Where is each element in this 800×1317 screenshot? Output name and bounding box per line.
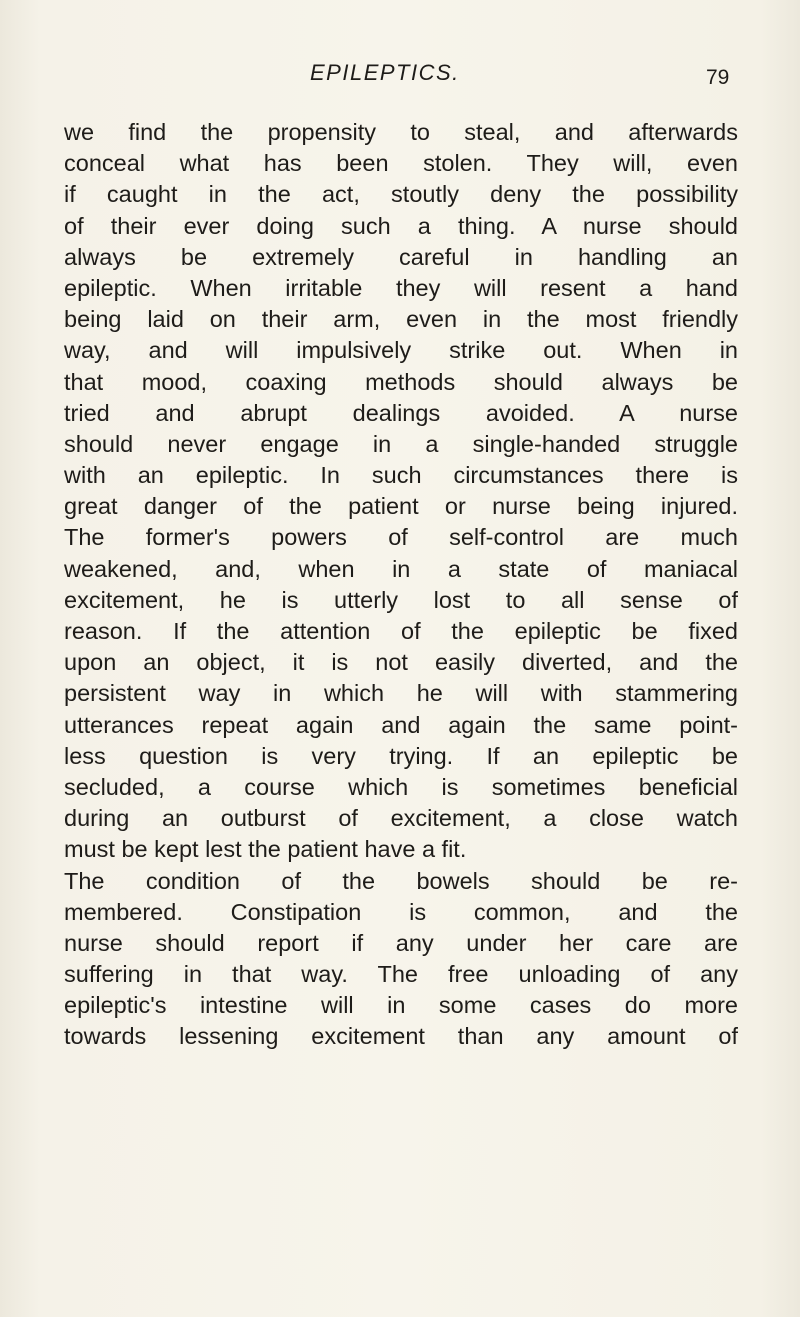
text-line: excitement, he is utterly lost to all sense of [64,586,738,613]
text-line: The former's powers of self-control are much [64,524,738,551]
text-line: persistent way in which he will with stammering [64,680,738,707]
body-text [64,117,738,1053]
text-line: epileptic. When irritable they will resent a hand [64,274,738,301]
text-line: less question is very trying. If an epileptic be [64,742,738,769]
text-line: of their ever doing such a thing. A nurse should [64,212,738,239]
text-line: weakened, and, when in a state of maniacal [64,555,738,582]
text-line: reason. If the attention of the epileptic be fixed [64,618,738,644]
text-line: upon an object, it is not easily diverted, and the [64,649,738,676]
text-line: great danger of the patient or nurse being injured. [64,493,738,520]
text-line: if caught in the act, stoutly deny the possibility [64,181,738,208]
text-line: being laid on their arm, even in the most friendly [64,306,738,333]
text-line: tried and abrupt dealings avoided. A nurse [64,399,738,426]
text-line: membered. Constipation is common, and the [64,898,738,925]
text-line: The condition of the bowels should be re- [64,867,738,894]
text-line: conceal what has been stolen. They will, even [64,150,738,177]
text-line: should never engage in a single-handed struggle [64,430,738,457]
text-line: must be kept lest the patient have a fit. [64,836,467,863]
text-line: nurse should report if any under her care are [64,929,738,956]
page-number: 79 [706,66,730,89]
text-line: utterances repeat again and again the same point- [64,711,738,738]
text-line: always be extremely careful in handling an [64,243,738,270]
running-head: EPILEPTICS. [310,60,460,85]
text-line: with an epileptic. In such circumstances there is [64,462,738,489]
text-line: we find the propensity to steal, and afterwards [64,119,738,145]
text-line: towards lessening excitement than any amount of [64,1023,738,1050]
text-line: that mood, coaxing methods should always be [64,368,738,395]
text-line: epileptic's intestine will in some cases do more [64,992,738,1019]
text-line: during an outburst of excitement, a close watch [64,805,738,832]
text-line: suffering in that way. The free unloading of any [64,961,738,988]
text-line: secluded, a course which is sometimes beneficial [64,773,738,800]
text-line: way, and will impulsively strike out. When in [64,337,738,364]
